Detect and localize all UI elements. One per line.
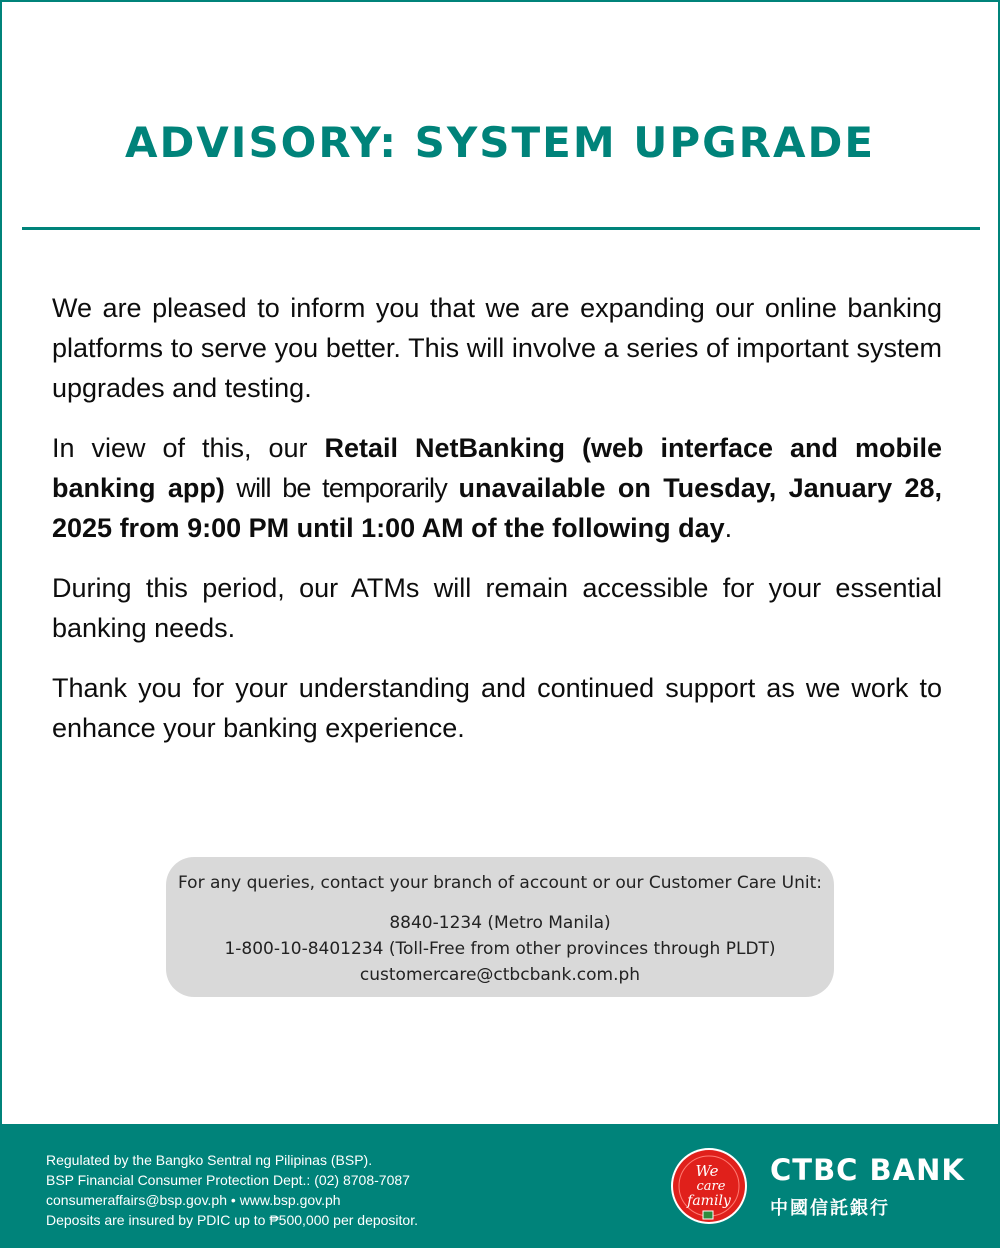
contact-box <box>166 857 834 997</box>
contact-phone-tollfree: 1-800-10-8401234 (Toll-Free from other provinces through PLDT) <box>224 939 776 959</box>
regulatory-line-bsp: Regulated by the Bangko Sentral ng Pilipinas (BSP). <box>46 1152 373 1168</box>
svg-text:family: family <box>687 1193 731 1209</box>
paragraph-atm: During this period, our ATMs will remain accessible for your essential banking needs. <box>52 573 942 643</box>
outage-intro-text: In view of this, our <box>52 433 325 463</box>
svg-text:We: We <box>695 1162 719 1180</box>
contact-intro: For any queries, contact your branch of account or our Customer Care Unit: <box>178 873 822 893</box>
bank-brand <box>770 1154 965 1220</box>
footer-bar <box>0 1124 1000 1248</box>
title-divider <box>22 227 980 230</box>
paragraph-intro: We are pleased to inform you that we are expanding our online banking platforms to serve you better. This will involve a series of important system upgrades and testing. <box>52 293 942 403</box>
advisory-title: ADVISORY: SYSTEM UPGRADE <box>124 118 876 167</box>
bank-name: CTBC BANK <box>770 1153 965 1187</box>
contact-email: customercare@ctbcbank.com.ph <box>359 965 641 985</box>
outage-middle-text: will be temporarily <box>224 473 459 503</box>
advisory-body <box>52 288 942 768</box>
paragraph-thanks: Thank you for your understanding and continued support as we work to enhance your banking experience. <box>52 673 942 743</box>
svg-text:care: care <box>696 1179 726 1194</box>
regulatory-notice <box>46 1150 418 1230</box>
regulatory-line-contacts: consumeraffairs@bsp.gov.ph • www.bsp.gov.ph <box>46 1192 341 1208</box>
paragraph-outage <box>52 428 942 548</box>
outage-end-text: . <box>724 513 733 543</box>
affected-service: Retail NetBanking (web interface and mobile banking app) <box>52 433 942 503</box>
regulatory-line-pdic: Deposits are insured by PDIC up to ₱500,000 per depositor. <box>46 1212 418 1228</box>
outage-schedule: unavailable on Tuesday, January 28, 2025 from 9:00 PM until 1:00 AM of the following day <box>52 473 942 543</box>
contact-phone-metro: 8840-1234 (Metro Manila) <box>389 913 611 933</box>
we-care-family-seal-icon <box>670 1147 748 1225</box>
bank-name-chinese: 中國信託銀行 <box>770 1198 890 1219</box>
regulatory-line-fcpd: BSP Financial Consumer Protection Dept.: (02) 8708-7087 <box>46 1172 410 1188</box>
